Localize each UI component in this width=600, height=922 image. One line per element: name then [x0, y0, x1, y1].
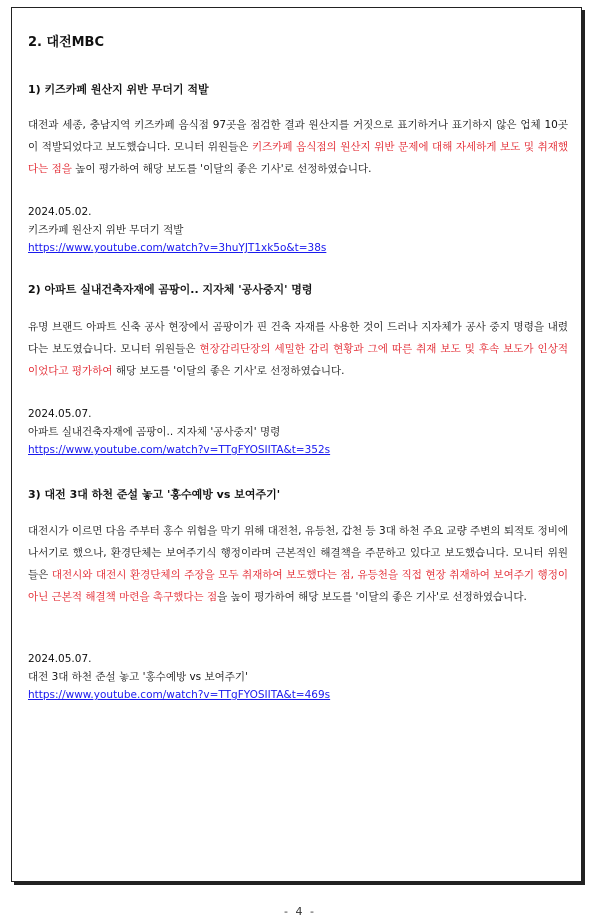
article-body [28, 316, 568, 382]
highlighted-text: 대전시와 대전시 환경단체의 주장을 모두 취재하여 보도했다는 점, 유등천을 직접 현장 취재하여 보여주기 행정이 아닌 근본적 해결책 마련을 촉구했다는 점 [28, 569, 568, 603]
article-title: 2) 아파트 실내건축자재에 곰팡이.. 지자체 '공사중지' 명령 [28, 283, 313, 296]
body-text-segment: 높이 평가하여 해당 보도를 '이달의 좋은 기사'로 선정하였습니다. [71, 163, 372, 175]
article-title: 1) 키즈카페 원산지 위반 무더기 적발 [28, 83, 209, 96]
article-meta [28, 650, 330, 704]
article-date: 2024.05.07. [28, 408, 92, 420]
document-page [11, 7, 582, 882]
article-body [28, 520, 568, 608]
article-title: 3) 대전 3대 하천 준설 놓고 '홍수예방 vs 보여주기' [28, 488, 281, 501]
video-link[interactable]: https://www.youtube.com/watch?v=TTgFYOSIITA&t=352s [28, 444, 331, 456]
highlighted-text: 현장감리단장의 세밀한 감리 현황과 그에 따른 취재 보도 및 후속 보도가 인상적이었다고 평가하여 [28, 343, 568, 377]
body-text-segment: 해당 보도를 '이달의 좋은 기사'로 선정하였습니다. [112, 365, 345, 377]
article-meta [28, 203, 326, 257]
article-date: 2024.05.02. [28, 206, 92, 218]
video-link[interactable]: https://www.youtube.com/watch?v=TTgFYOSIITA&t=469s [28, 689, 331, 701]
article-date: 2024.05.07. [28, 653, 92, 665]
article-headline: 키즈카페 원산지 위반 무더기 적발 [28, 224, 184, 236]
article-meta [28, 405, 330, 459]
highlighted-text: 키즈카페 음식점의 원산지 위반 문제에 대해 자세하게 보도 및 취재했다는 점을 [28, 141, 568, 175]
section-title: 2. 대전MBC [28, 35, 105, 50]
article-headline: 아파트 실내건축자재에 곰팡이.. 지자체 '공사중지' 명령 [28, 426, 281, 438]
article-headline: 대전 3대 하천 준설 놓고 '홍수예방 vs 보여주기' [28, 671, 248, 683]
body-text-segment: 을 높이 평가하여 해당 보도를 '이달의 좋은 기사'로 선정하였습니다. [217, 591, 527, 603]
body-text-segment: 대전과 세종, 충남지역 키즈카페 음식점 97곳을 점검한 결과 원산지를 거짓으로 표기하거나 표기하지 않은 업체 10곳이 적발되었다고 보도했습니다. 모니터 위원들은 [28, 119, 568, 153]
body-text-segment: 유명 브랜드 아파트 신축 공사 현장에서 곰팡이가 핀 건축 자재를 사용한 것이 드러나 지자체가 공사 중지 명령을 내렸다는 보도였습니다. 모니터 위원들은 [28, 321, 568, 355]
article-body [28, 114, 568, 180]
video-link[interactable]: https://www.youtube.com/watch?v=3huYJT1xk5o&t=38s [28, 242, 327, 254]
page-number: - 4 - [284, 905, 316, 918]
body-text-segment: 대전시가 이르면 다음 주부터 홍수 위험을 막기 위해 대전천, 유등천, 갑천 등 3대 하천 주요 교량 주변의 퇴적토 정비에 나서기로 했으나, 환경단체는 보여주기식 행정이라며 근본적인 해결책을 주문하고 있다고 보도했습니다. 모니터 위원들은 [28, 525, 569, 581]
